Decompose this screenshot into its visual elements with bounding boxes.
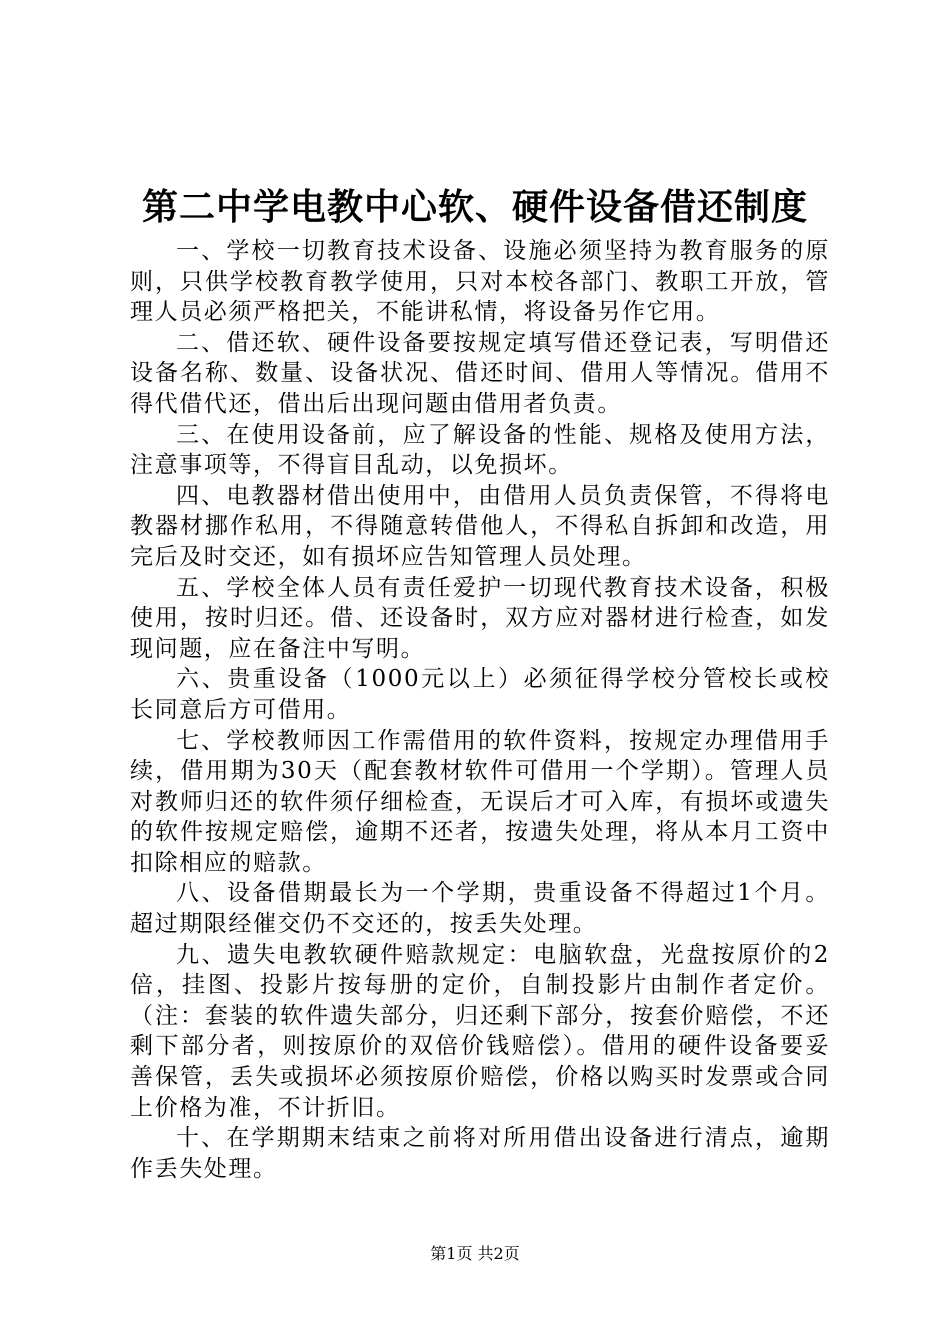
paragraph-8: 八、设备借期最长为一个学期，贵重设备不得超过1个月。超过期限经催交仍不交还的，按丢失处理。 (130, 880, 830, 938)
page-number-footer: 第1页 共2页 (430, 1244, 520, 1263)
paragraph-2: 二、借还软、硬件设备要按规定填写借还登记表，写明借还设备名称、数量、设备状况、借还时间、借用人等情况。借用不得代借代还，借出后出现问题由借用者负责。 (130, 329, 830, 417)
document-body (130, 236, 830, 1184)
paragraph-5: 五、学校全体人员有责任爱护一切现代教育技术设备，积极使用，按时归还。借、还设备时，双方应对器材进行检查，如发现问题，应在备注中写明。 (130, 574, 830, 662)
paragraph-10: 十、在学期期末结束之前将对所用借出设备进行清点，逾期作丢失处理。 (130, 1125, 830, 1182)
paragraph-1: 一、学校一切教育技术设备、设施必须坚持为教育服务的原则，只供学校教育教学使用，只对本校各部门、教职工开放，管理人员必须严格把关，不能讲私情，将设备另作它用。 (130, 238, 830, 326)
document-title: 第二中学电教中心软、硬件设备借还制度 (141, 186, 808, 228)
paragraph-4: 四、电教器材借出使用中，由借用人员负责保管，不得将电教器材挪作私用，不得随意转借他人，不得私自拆卸和改造，用完后及时交还，如有损坏应告知管理人员处理。 (130, 482, 830, 570)
paragraph-7: 七、学校教师因工作需借用的软件资料，按规定办理借用手续，借用期为30天（配套教材软件可借用一个学期）。管理人员对教师归还的软件须仔细检查，无误后才可入库，有损坏或遗失的软件按规定赔偿，逾期不还者，按遗失处理，将从本月工资中扣除相应的赔款。 (130, 727, 830, 876)
paragraph-9: 九、遗失电教软硬件赔款规定：电脑软盘，光盘按原价的2倍，挂图、投影片按每册的定价，自制投影片由制作者定价。（注：套装的软件遗失部分，归还剩下部分，按套价赔偿，不还剩下部分者，则按原价的双倍价钱赔偿）。借用的硬件设备要妥善保管，丢失或损坏必须按原价赔偿，价格以购买时发票或合同上价格为准，不计折旧。 (130, 941, 830, 1121)
paragraph-3: 三、在使用设备前，应了解设备的性能、规格及使用方法，注意事项等，不得盲目乱动，以免损坏。 (130, 421, 830, 479)
paragraph-6: 六、贵重设备（1000元以上）必须征得学校分管校长或校长同意后方可借用。 (130, 666, 830, 723)
